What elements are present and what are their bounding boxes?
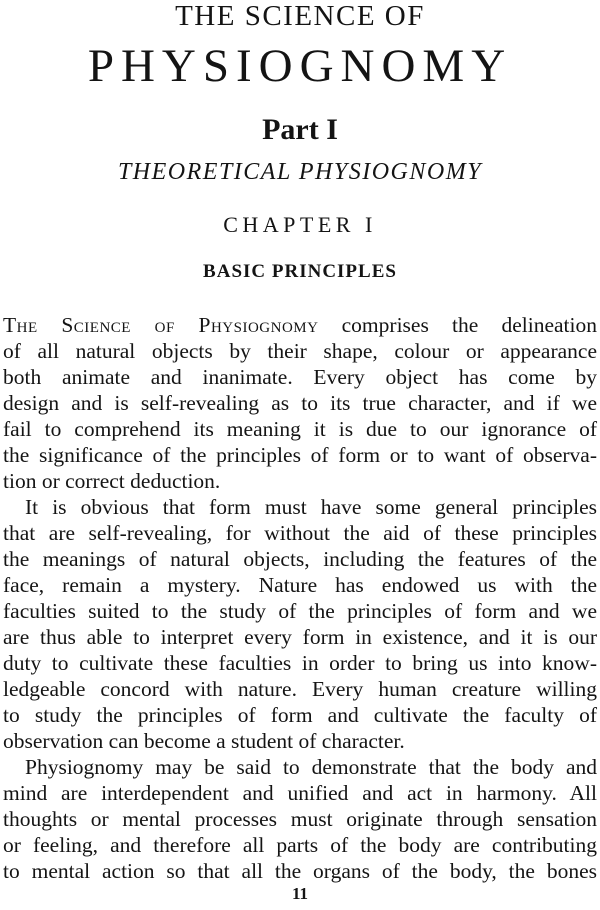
body-line: the significance of the principles of form or to want of observa- [3,443,597,467]
paragraph-1 [3,312,597,494]
body-line: thoughts or mental processes must originate through sensation [3,807,597,831]
body-line: Physiognomy may be said to demonstrate that the body and [25,755,597,779]
body-line: tion or correct deduction. [3,469,221,493]
body-line: fail to comprehend its meaning it is due to our ignorance of [3,417,597,441]
body-line: are thus able to interpret every form in existence, and it is our [3,625,597,649]
body-line: to mental action so that all the organs of the body, the bones [3,859,597,883]
body-line: ledgeable concord with nature. Every human creature willing [3,677,597,701]
body-line: of all natural objects by their shape, colour or appearance [3,339,597,363]
body-line: duty to cultivate these faculties in order to bring us into know- [3,651,597,675]
section-title: BASIC PRINCIPLES [203,261,397,282]
page-number: 11 [291,884,309,903]
body-line: observation can become a student of character. [3,729,405,753]
book-title-line-2: PHYSIOGNOMY [87,40,513,92]
body-line: face, remain a mystery. Nature has endowed us with the [3,573,597,597]
small-caps-lead: The Science of Physiognomy [3,313,319,337]
body-line: The Science of Physiognomy comprises the delineation [3,313,597,337]
chapter-label: CHAPTER I [223,212,377,237]
paragraph-3 [3,754,597,884]
part-label: Part I [262,113,338,146]
body-line: faculties suited to the study of the principles of form and we [3,599,597,623]
book-title-line-1: THE SCIENCE OF [175,0,425,32]
body-line: design and is self-revealing as to its true character, and if we [3,391,597,415]
paragraph-2 [3,494,597,754]
body-line: It is obvious that form must have some general principles [25,495,597,519]
part-title: THEORETICAL PHYSIOGNOMY [117,159,483,185]
body-line: the meanings of natural objects, including the features of the [3,547,597,571]
body-line: both animate and inanimate. Every object has come by [3,365,597,389]
body-text [3,312,597,884]
body-line: to study the principles of form and cultivate the faculty of [3,703,597,727]
body-line: mind are interdependent and unified and act in harmony. All [3,781,597,805]
body-line: or feeling, and therefore all parts of the body are contributing [3,833,597,857]
body-line: that are self-revealing, for without the aid of these principles [3,521,597,545]
